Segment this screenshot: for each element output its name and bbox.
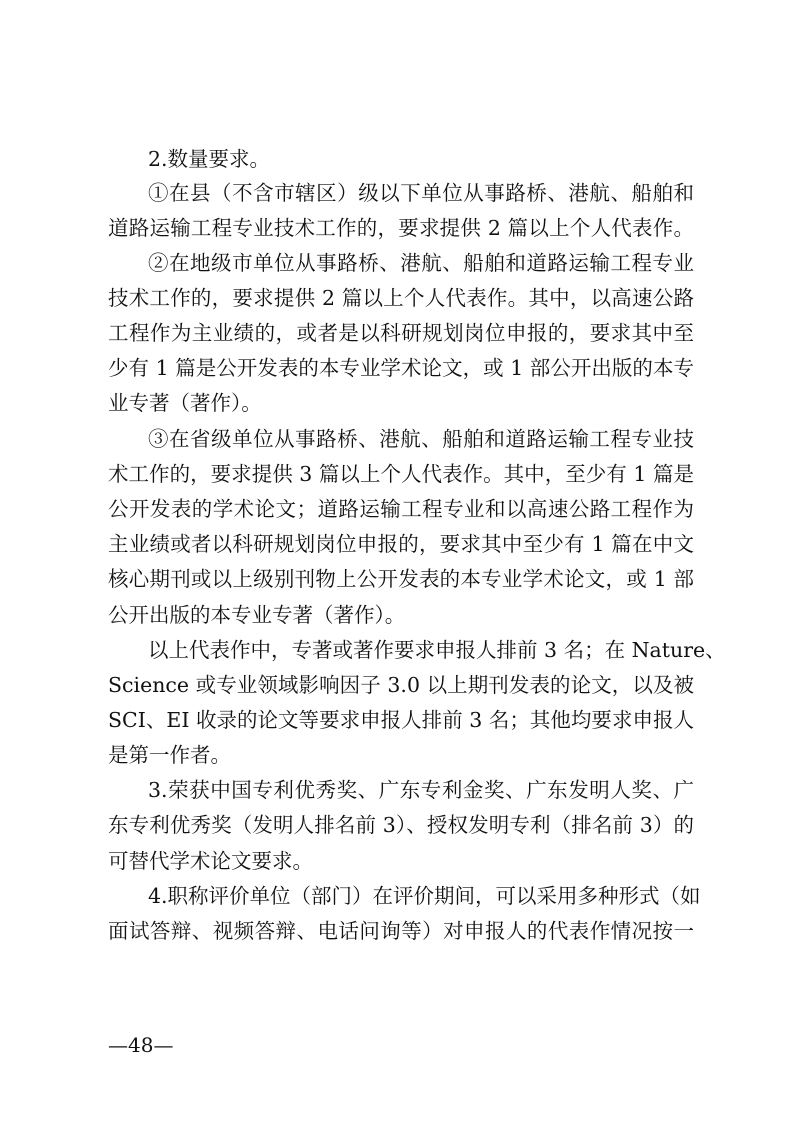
- section-heading-quantity: 2.数量要求。: [148, 147, 271, 171]
- paragraph-line: 4.职称评价单位（部门）在评价期间，可以采用多种形式（如: [148, 884, 701, 908]
- paragraph-line: SCI、EI 收录的论文等要求申报人排前 3 名；其他均要求申报人: [108, 708, 694, 732]
- paragraph-line: ①在县（不含市辖区）级以下单位从事路桥、港航、船舶和: [148, 181, 694, 205]
- paragraph-line: 工程作为主业绩的，或者是以科研规划岗位申报的，要求其中至: [108, 321, 694, 345]
- paragraph-line: 主业绩或者以科研规划岗位申报的，要求其中至少有 1 篇在中文: [108, 532, 694, 556]
- paragraph-line: ②在地级市单位从事路桥、港航、船舶和道路运输工程专业: [148, 251, 694, 275]
- paragraph-line: 技术工作的，要求提供 2 篇以上个人代表作。其中，以高速公路: [108, 286, 694, 310]
- paragraph-line: 可替代学术论文要求。: [108, 849, 313, 873]
- paragraph-line: 公开出版的本专业专著（著作）。: [108, 603, 406, 627]
- paragraph-line: Science 或专业领域影响因子 3.0 以上期刊发表的论文，以及被: [108, 673, 694, 697]
- paragraph-line: 道路运输工程专业技术工作的，要求提供 2 篇以上个人代表作。: [108, 216, 694, 240]
- paragraph-line: ③在省级单位从事路桥、港航、船舶和道路运输工程专业技: [148, 427, 694, 451]
- page-number: —48—: [108, 1033, 174, 1057]
- paragraph-line: 业专著（著作）。: [108, 391, 262, 415]
- paragraph-line: 以上代表作中，专著或著作要求申报人排前 3 名；在 Nature、: [148, 638, 726, 662]
- paragraph-line: 是第一作者。: [108, 743, 231, 767]
- paragraph-line: 核心期刊或以上级别刊物上公开发表的本专业学术论文，或 1 部: [108, 567, 694, 591]
- paragraph-line: 术工作的，要求提供 3 篇以上个人代表作。其中，至少有 1 篇是: [108, 462, 694, 486]
- paragraph-line: 少有 1 篇是公开发表的本专业学术论文，或 1 部公开出版的本专: [108, 356, 694, 380]
- paragraph-line: 3.荣获中国专利优秀奖、广东专利金奖、广东发明人奖、广: [148, 778, 694, 802]
- paragraph-line: 面试答辩、视频答辩、电话问询等）对申报人的代表作情况按一: [108, 919, 694, 943]
- paragraph-line: 东专利优秀奖（发明人排名前 3）、授权发明专利（排名前 3）的: [108, 813, 694, 837]
- paragraph-line: 公开发表的学术论文；道路运输工程专业和以高速公路工程作为: [108, 497, 694, 521]
